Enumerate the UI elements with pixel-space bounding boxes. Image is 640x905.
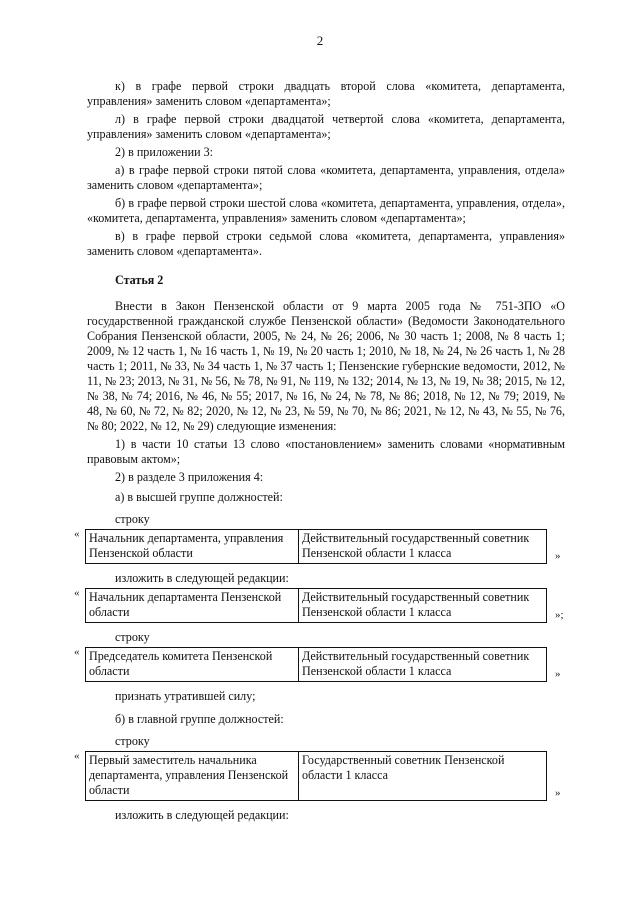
rank-cell: Действительный государственный советник Пензенской области 1 класса <box>299 589 547 623</box>
table-row <box>86 589 547 623</box>
position-table <box>85 588 547 623</box>
quote-open: « <box>74 587 80 599</box>
paragraph-l: л) в графе первой строки двадцатой четвертой слова «комитета, департамента, управления» заменить словом «департамента»; <box>87 112 565 141</box>
label-stroku: строку <box>115 734 150 748</box>
position-cell: Первый заместитель начальника департамента, управления Пензенской области <box>86 752 299 801</box>
item-2b: б) в главной группе должностей: <box>115 712 284 726</box>
quote-close: » <box>555 668 561 680</box>
quote-open: « <box>74 646 80 658</box>
position-table <box>85 751 547 801</box>
article-body: Внести в Закон Пензенской области от 9 марта 2005 года № 751-ЗПО «О государственной гражданской службе Пензенской области» (Ведомости Законодательного Собрания Пензенской области, 2005, № 24, № 26; 2006, № 30 часть 1; 2008, № 8 часть 1; 2009, № 12 часть 1, № 16 часть 1, № 19, № 20 часть 1; 2010, № 18, № 24, № 26 часть 1, № 28 часть 1; 2011, № 33, № 34 часть 1, № 37 часть 1; Пензенские губернские ведомости, 2012, № 11, № 23; 2013, № 31, № 56, № 78, № 91, № 119, № 132; 2014, № 13, № 19, № 38; 2015, № 12, № 38, № 74; 2016, № 46, № 55; 2017, № 16, № 24, № 78, № 86; 2018, № 12, № 79; 2019, № 48, № 60, № 72, № 82; 2020, № 12, № 23, № 59, № 70, № 86; 2021, № 12, № 43, № 55, № 76, № 80; 2022, № 12, № 29) следующие изменения: <box>87 299 565 433</box>
article-heading: Статья 2 <box>115 273 164 287</box>
rank-cell: Действительный государственный советник Пензенской области 1 класса <box>299 648 547 682</box>
position-table <box>85 647 547 682</box>
table-block-3 <box>74 646 565 682</box>
position-cell: Председатель комитета Пензенской области <box>86 648 299 682</box>
label-izlozhit: изложить в следующей редакции: <box>115 571 289 585</box>
page-number: 2 <box>316 33 324 48</box>
table-row <box>86 530 547 564</box>
quote-close: » <box>555 550 561 562</box>
paragraph-a: а) в графе первой строки пятой слова «комитета, департамента, управления, отдела» заменить словом «департамента»; <box>87 163 565 192</box>
label-stroku: строку <box>115 630 150 644</box>
table-block-4 <box>74 750 565 801</box>
paragraph-v: в) в графе первой строки седьмой слова «комитета, департамента, управления» заменить словом «департамента». <box>87 229 565 258</box>
position-table <box>85 529 547 564</box>
table-row <box>86 752 547 801</box>
table-block-2 <box>74 587 565 623</box>
paragraph-b: б) в графе первой строки шестой слова «комитета, департамента, управления, отдела», «комитета, департамента, управления» заменить словом «департамента»; <box>87 196 565 225</box>
table-block-1 <box>74 528 565 564</box>
item-1: 1) в части 10 статьи 13 слово «постановлением» заменить словами «нормативным правовым актом»; <box>87 437 565 466</box>
rank-cell: Государственный советник Пензенской области 1 класса <box>299 752 547 801</box>
quote-open: « <box>74 528 80 540</box>
item-2: 2) в разделе 3 приложения 4: <box>115 470 264 484</box>
paragraph-k: к) в графе первой строки двадцать второй слова «комитета, департамента, управления» заменить словом «департамента»; <box>87 79 565 108</box>
label-priznat: признать утратившей силу; <box>115 689 256 703</box>
quote-close: » <box>555 787 561 799</box>
quote-close: »; <box>555 609 564 621</box>
rank-cell: Действительный государственный советник Пензенской области 1 класса <box>299 530 547 564</box>
label-stroku: строку <box>115 512 150 526</box>
position-cell: Начальник департамента Пензенской области <box>86 589 299 623</box>
document-body <box>74 79 565 823</box>
position-cell: Начальник департамента, управления Пензенской области <box>86 530 299 564</box>
item-2a: а) в высшей группе должностей: <box>115 490 283 504</box>
quote-open: « <box>74 750 80 762</box>
paragraph-item-2: 2) в приложении 3: <box>115 145 214 159</box>
label-izlozhit: изложить в следующей редакции: <box>115 808 289 822</box>
table-row <box>86 648 547 682</box>
